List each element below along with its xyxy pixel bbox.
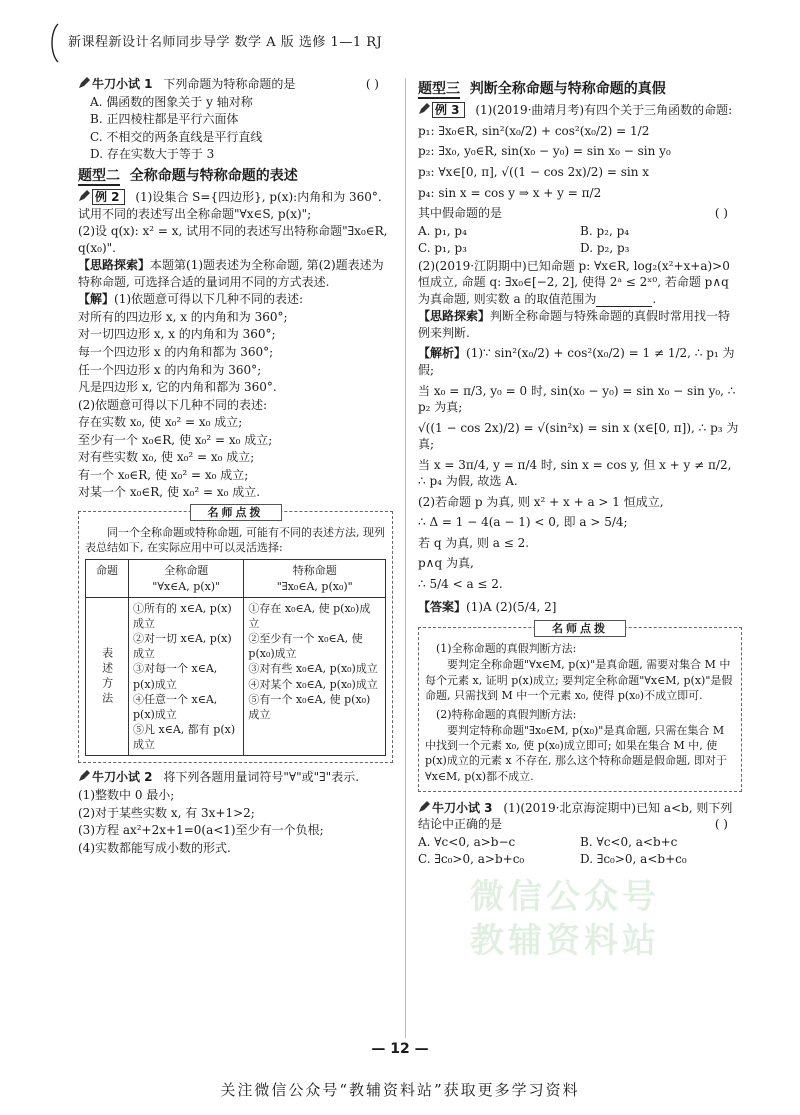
example3-tag: 例 3 [418, 102, 468, 119]
section3-heading: 题型三 判断全称命题与特称命题的真假 [418, 81, 666, 97]
table-row-label: 表述方法 [86, 597, 129, 756]
trial3-tag: 牛刀小试 3 [418, 800, 496, 817]
solution-line-6: (2)依题意可得以下几种不同的表述: [78, 397, 268, 412]
right-column [418, 76, 742, 869]
column-divider [405, 78, 406, 1038]
solution-line-0: 【解】(1)依题意可得以下几种不同的表述: [78, 292, 304, 307]
solution-line-5: 凡是四边形 x, 它的内角和都为 360°. [78, 380, 277, 395]
right-solution-line-0: 【解析】(1)∵ sin²(x₀/2) + cos²(x₀/2) = 1 ≠ 1/2, ∴ p₁ 为假; [418, 346, 735, 377]
trial1-tag: 牛刀小试 1 [78, 76, 156, 93]
prop-p4: p₄: sin x = cos y ⇒ x + y = π/2 [418, 185, 602, 200]
pencil-badge-icon [418, 103, 430, 115]
example3-part2: (2)(2019·江阴期中)已知命题 p: ∀x∈R, log₂(x²+x+a)>0 恒成立, 命题 q: ∃x₀∈[−2, 2], 使得 2ᵃ ≤ 2ˣ⁰, 若命题 p∧q 为真命题, 则实数 a 的取值范围为 . [418, 258, 730, 306]
right-solution-line-4: (2)若命题 p 为真, 则 x² + x + a > 1 恒成立, [418, 494, 664, 509]
example3-option-b: B. p₂, p₄ [580, 223, 630, 238]
existential-form-1: ①存在 x₀∈A, 使 p(x₀)成立 [248, 601, 371, 630]
pencil-badge-icon [78, 770, 90, 782]
trial3-options-row1 [418, 834, 742, 851]
example3-option-a: A. p₁, p₄ [418, 223, 467, 238]
universal-form-1: ①所有的 x∈A, p(x)成立 [133, 601, 232, 630]
pencil-badge-icon [418, 801, 430, 813]
right-solution-line-5: ∴ Δ = 1 − 4(a − 1) < 0, 即 a > 5/4; [418, 515, 628, 530]
solution-line-11: 对某一个 x₀∈R, 使 x₀² = x₀ 成立. [78, 485, 261, 500]
universal-form-2: ②对一切 x∈A, p(x)成立 [133, 632, 232, 661]
section2-heading: 题型二 全称命题与特称命题的表述 [78, 167, 298, 184]
universal-form-4: ④任意一个 x∈A, p(x)成立 [133, 692, 218, 721]
tip2-line-0: (1)全称命题的真假判断方法: [436, 642, 577, 656]
tip2-line-3: 要判定特称命题"∃x₀∈M, p(x₀)"是真命题, 只需在集合 M 中找到一个元素 x₀, 使 p(x₀)成立即可; 如果在集合 M 中, 使 p(x)成立的元素 x 不存在, 那么这个特称命题是假命题, 即对于∀x∈M, p(x)都不成立. [425, 724, 728, 783]
trial3-option-b: B. ∀c<0, a<b+c [580, 834, 678, 849]
watermark: 微信公众号 教辅资料站 [470, 877, 660, 962]
header-title: 新课程新设计名师同步导学 数学 A 版 选修 1—1 RJ [68, 35, 383, 50]
right-think-explore: 【思路探索】判断全称命题与特殊命题的真假时常用找一特例来判断. [418, 309, 731, 340]
think-explore: 【思路探索】本题第(1)题表述为全称命题, 第(2)题表述为特称命题, 可选择合适的量词用不同的方式表述. [78, 258, 384, 289]
example3-options-row1 [418, 223, 742, 240]
trial3-question: 牛刀小试 3 (1)(2019·北京海淀期中)已知 a<b, 则下列结论中正确的是 ( ) [418, 800, 733, 832]
existential-form-4: ④对某个 x₀∈A, p(x₀)成立 [248, 677, 378, 691]
example2-tag: 例 2 [78, 189, 128, 206]
trial2-item-2: (2)对于某些实数 x, 有 3x+1>2; [78, 805, 255, 820]
pencil-badge-icon [78, 77, 90, 89]
pencil-badge-icon [78, 190, 90, 202]
right-solution-line-7: p∧q 为真, [418, 556, 474, 571]
example2-line2: (2)设 q(x): x² = x, 试用不同的表述写出特称命题"∃x₀∈R, q(x₀)". [78, 224, 388, 255]
right-solution-line-1: 当 x₀ = π/3, y₀ = 0 时, sin(x₀ − y₀) = sin x₀ − sin y₀, ∴ p₂ 为真; [418, 383, 736, 415]
table-header-proposition: 命题 [86, 560, 129, 597]
trial3-option-a: A. ∀c<0, a>b−c [418, 834, 516, 849]
trial2-question: 牛刀小试 2 将下列各题用量词符号"∀"或"∃"表示. [78, 769, 393, 786]
trial1-option-c: C. 不相交的两条直线是平行直线 [90, 129, 263, 144]
trial1-option-a: A. 偶函数的图象关于 y 轴对称 [90, 94, 253, 109]
existential-form-5: ⑤有一个 x₀∈A, 使 p(x₀)成立 [248, 692, 371, 721]
right-solution-line-3: 当 x = 3π/4, y = π/4 时, sin x = cos y, 但 x + y ≠ π/2, ∴ p₄ 为假, 故选 A. [418, 457, 732, 489]
tip-box-2 [418, 622, 742, 792]
solution-line-3: 每一个四边形 x 的内角和都为 360°; [78, 344, 274, 359]
prop-p1: p₁: ∃x₀∈R, sin²(x₀/2) + cos²(x₀/2) = 1/2 [418, 123, 650, 138]
trial2-item-4: (4)实数都能写成小数的形式. [78, 840, 231, 855]
page-number: — 12 — [371, 1041, 429, 1057]
trial2-item-1: (1)整数中 0 最小; [78, 788, 175, 803]
existential-form-3: ③对有些 x₀∈A, p(x₀)成立 [248, 662, 378, 676]
universal-form-3: ③对每一个 x∈A, p(x)成立 [133, 662, 218, 691]
tip1-text: 同一个全称命题或特称命题, 可能有不同的表述方法, 现列表总结如下, 在实际应用中可以灵活选择: [85, 526, 385, 555]
table-header-existential: 特称命题 "∃x₀∈A, p(x₀)" [244, 560, 386, 597]
table-header-universal: 全称命题 "∀x∈A, p(x)" [129, 560, 244, 597]
table-existential-cell [244, 597, 386, 756]
example3-options-row2 [418, 240, 742, 257]
tip-title: 名师点拨 [190, 504, 282, 521]
universal-form-5: ⑤凡 x∈A, 都有 p(x)成立 [133, 723, 236, 752]
answer-blank [596, 294, 652, 307]
trial3-option-d: D. ∃c₀>0, a<b+c₀ [580, 852, 687, 867]
left-column [78, 76, 393, 857]
tip2-line-1: 要判定全称命题"∀x∈M, p(x)"是真命题, 需要对集合 M 中每个元素 x, 证明 p(x)成立; 要判定全称命题"∀x∈M, p(x)"是假命题, 只需找到 M 中一个元素 x₀, 使得 p(x₀)不成立即可. [425, 658, 733, 702]
trial3-option-c: C. ∃c₀>0, a>b+c₀ [418, 852, 525, 867]
trial1-option-b: B. 正四棱柱都是平行六面体 [90, 112, 239, 127]
trial1-option-d: D. 存在实数大于等于 3 [90, 147, 215, 162]
example3-option-d: D. p₂, p₃ [580, 241, 630, 256]
existential-form-2: ②至少有一个 x₀∈A, 使 p(x₀)成立 [248, 632, 363, 661]
example2-line1: 例 2 (1)设集合 S={四边形}, p(x):内角和为 360°. 试用不同的表述写出全称命题"∀x∈S, p(x)"; [78, 190, 382, 221]
solution-line-9: 对有些实数 x₀, 使 x₀² = x₀ 成立; [78, 450, 255, 465]
table-universal-cell [129, 597, 244, 756]
footer-note: 关注微信公众号“教辅资料站”获取更多学习资料 [220, 1081, 580, 1099]
tip2-line-2: (2)特称命题的真假判断方法: [436, 707, 577, 721]
right-solution-line-6: 若 q 为真, 则 a ≤ 2. [418, 535, 530, 550]
trial1-question: 牛刀小试 1 下列命题为特称命题的是 ( ) [78, 76, 393, 93]
solution-line-2: 对一切四边形 x, x 的内角和为 360°; [78, 327, 276, 342]
example3-option-c: C. p₁, p₃ [418, 241, 467, 256]
right-solution-line-2: √((1 − cos 2x)/2) = √(sin²x) = sin x (x∈[0, π]), ∴ p₃ 为真; [418, 420, 739, 452]
solution-line-8: 至少有一个 x₀∈R, 使 x₀² = x₀ 成立; [78, 432, 273, 447]
answer-line: 【答案】(1)A (2)(5/4, 2] [418, 599, 557, 614]
solution-line-4: 任一个四边形 x 的内角和为 360°; [78, 362, 262, 377]
tip2-title: 名师点拨 [534, 620, 626, 637]
comparison-table [85, 559, 386, 756]
example3-intro: 例 3 (1)(2019·曲靖月考)有四个关于三角函数的命题: [418, 102, 742, 119]
page-header [48, 22, 768, 62]
prop-p2: p₂: ∃x₀, y₀∈R, sin(x₀ − y₀) = sin x₀ − sin y₀ [418, 144, 671, 159]
example3-ask: 其中假命题的是 ( ) [418, 206, 728, 221]
trial3-options-row2 [418, 851, 742, 868]
solution-line-10: 有一个 x₀∈R, 使 x₀² = x₀ 成立; [78, 467, 249, 482]
tip-box-1 [78, 505, 393, 764]
prop-p3: p₃: ∀x∈[0, π], √((1 − cos 2x)/2) = sin x [418, 164, 650, 179]
header-bracket-decoration [48, 22, 62, 64]
solution-line-1: 对所有的四边形 x, x 的内角和为 360°; [78, 309, 288, 324]
trial2-tag: 牛刀小试 2 [78, 769, 156, 786]
right-solution-line-8: ∴ 5/4 < a ≤ 2. [418, 576, 503, 591]
trial2-item-3: (3)方程 ax²+2x+1=0(a<1)至少有一个负根; [78, 823, 324, 838]
solution-line-7: 存在实数 x₀, 使 x₀² = x₀ 成立; [78, 415, 243, 430]
